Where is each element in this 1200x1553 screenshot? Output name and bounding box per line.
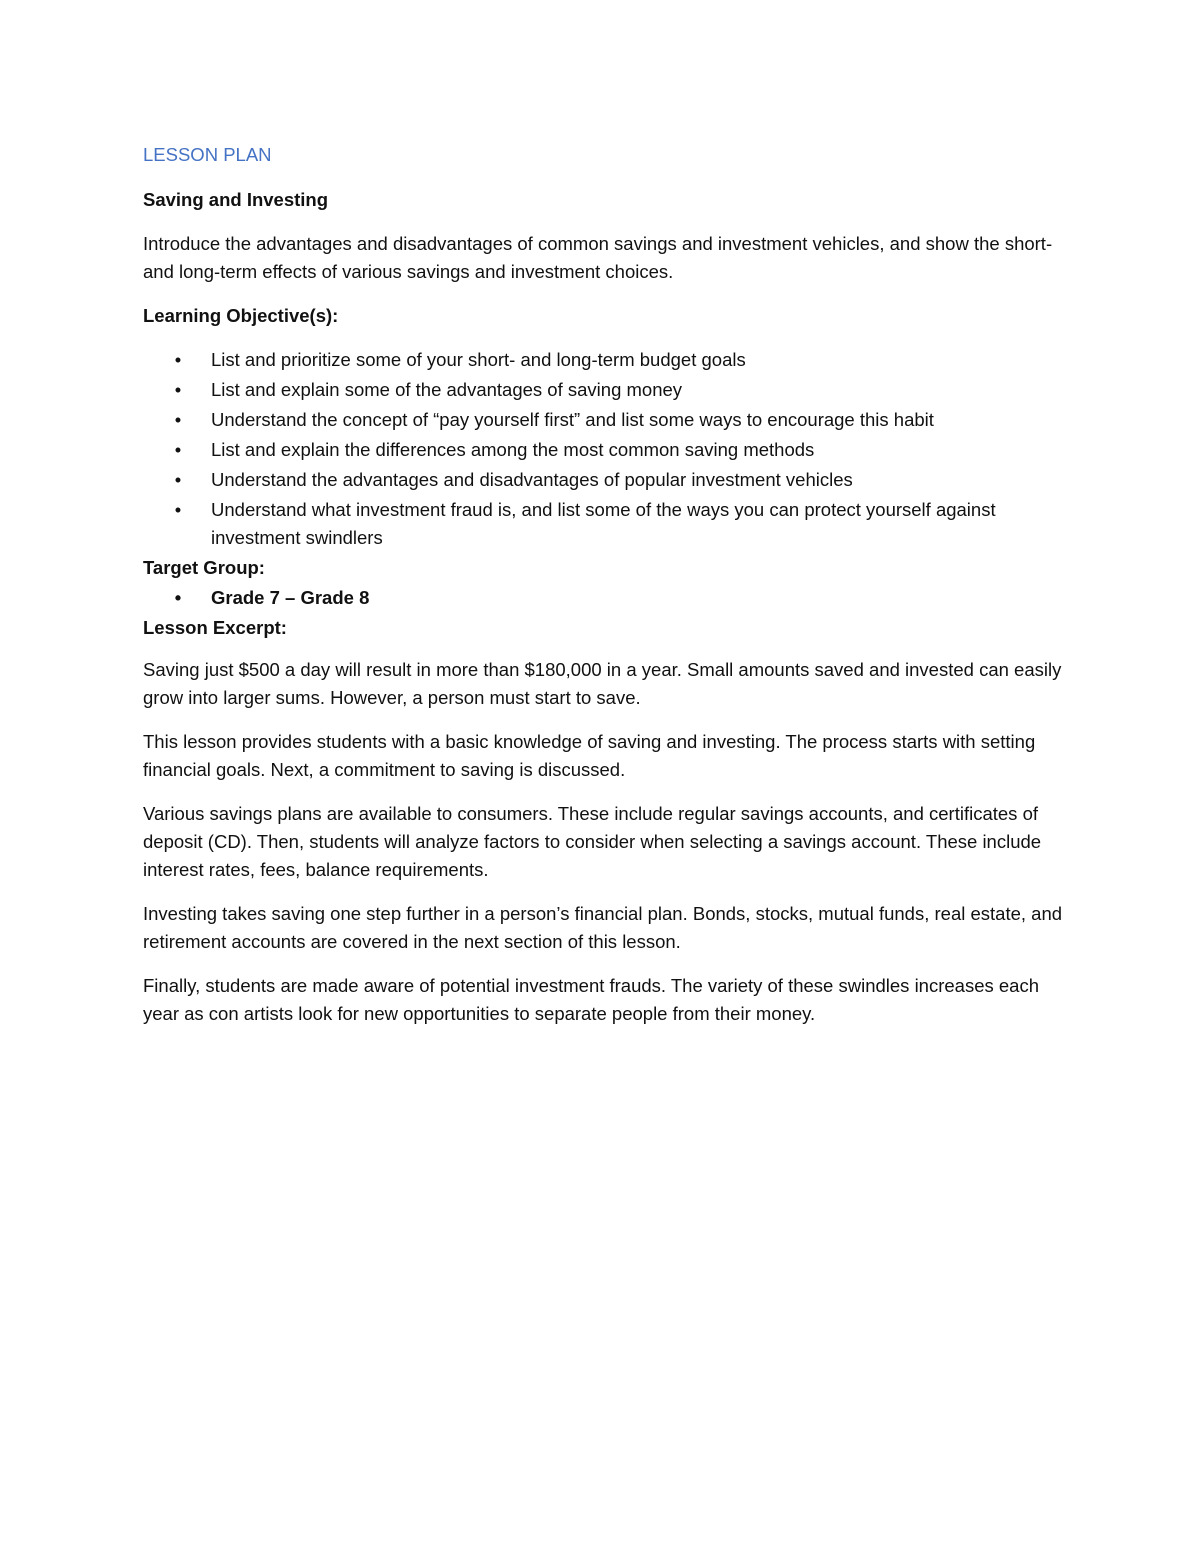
objective-text: Understand the advantages and disadvantages of popular investment vehicles — [211, 469, 853, 490]
objectives-list — [143, 346, 1063, 552]
bullet-icon: • — [174, 379, 182, 400]
target-group-text: Grade 7 – Grade 8 — [211, 587, 370, 608]
target-group-heading: Target Group: — [143, 557, 265, 578]
excerpt-paragraph: Saving just $500 a day will result in more than $180,000 in a year. Small amounts saved and invested can easily grow into larger sums. However, a person must start to save. — [143, 659, 1062, 708]
excerpt-paragraph: Investing takes saving one step further in a person’s financial plan. Bonds, stocks, mutual funds, real estate, and retirement accounts are covered in the next section of this lesson. — [143, 903, 1063, 952]
objective-text: Understand the concept of “pay yourself first” and list some ways to encourage this habit — [211, 409, 934, 430]
objective-text: List and explain some of the advantages of saving money — [211, 379, 683, 400]
excerpt-heading: Lesson Excerpt: — [143, 617, 287, 638]
bullet-icon: • — [174, 587, 182, 608]
objective-text: Understand what investment fraud is, and list some of the ways you can protect yourself against investment swindlers — [211, 499, 996, 548]
bullet-icon: • — [174, 469, 182, 490]
lesson-title: Saving and Investing — [143, 189, 329, 210]
objective-text: List and prioritize some of your short- and long-term budget goals — [211, 349, 746, 370]
intro-paragraph: Introduce the advantages and disadvantages of common savings and investment vehicles, and show the short- and long-term effects of various savings and investment choices. — [143, 233, 1053, 282]
excerpt-paragraph: This lesson provides students with a basic knowledge of saving and investing. The process starts with setting financial goals. Next, a commitment to saving is discussed. — [143, 731, 1036, 780]
list-item — [143, 346, 1063, 374]
bullet-icon: • — [174, 409, 182, 430]
list-item — [143, 436, 1063, 464]
bullet-icon: • — [174, 349, 182, 370]
document-content — [143, 142, 1063, 1044]
list-item — [143, 496, 1063, 552]
bullet-icon: • — [174, 439, 182, 460]
excerpt-paragraph: Finally, students are made aware of potential investment frauds. The variety of these swindles increases each year as con artists look for new opportunities to separate people from their money. — [143, 975, 1040, 1024]
list-item — [143, 376, 1063, 404]
bullet-icon: • — [174, 499, 182, 520]
target-group-list — [143, 584, 1063, 612]
list-item — [143, 466, 1063, 494]
objective-text: List and explain the differences among the most common saving methods — [211, 439, 815, 460]
excerpt-paragraph: Various savings plans are available to consumers. These include regular savings accounts, and certificates of deposit (CD). Then, students will analyze factors to consider when selecting a savings account. These include interest rates, fees, balance requirements. — [143, 803, 1042, 880]
list-item — [143, 406, 1063, 434]
document-heading: LESSON PLAN — [143, 144, 272, 165]
objectives-heading: Learning Objective(s): — [143, 305, 339, 326]
list-item — [143, 584, 1063, 612]
